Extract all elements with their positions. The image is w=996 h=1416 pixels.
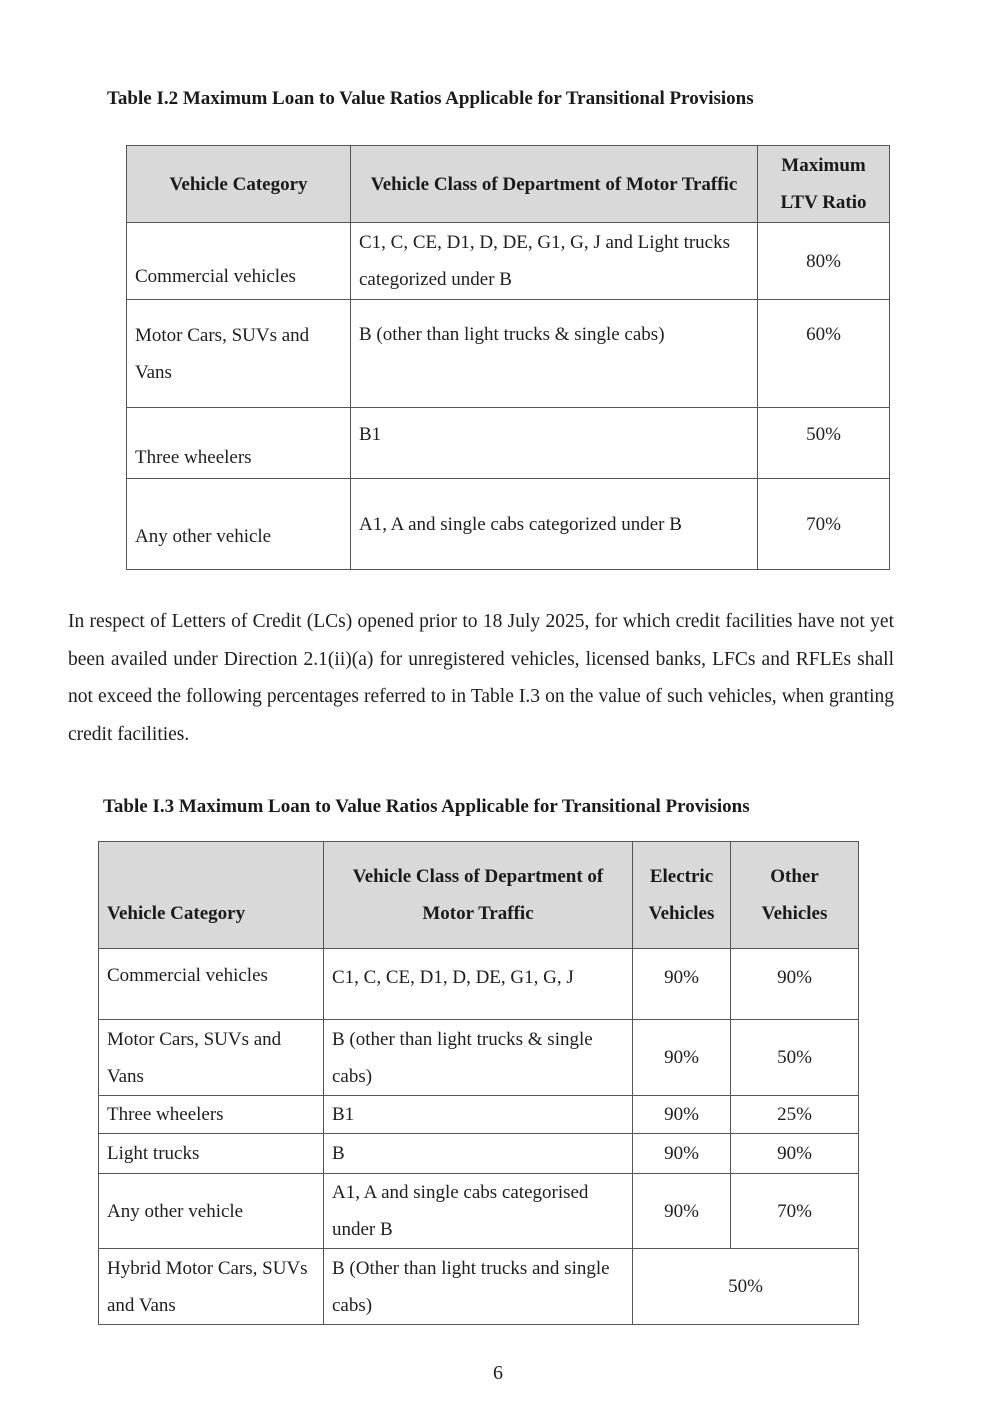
table-row bbox=[127, 223, 890, 300]
table-row bbox=[99, 949, 859, 1020]
header-maximum-ltv: Maximum LTV Ratio bbox=[758, 146, 890, 223]
table-row bbox=[127, 300, 890, 408]
electric-ltv-cell: 90% bbox=[633, 949, 731, 1020]
ltv-cell: 60% bbox=[758, 300, 890, 408]
table-row bbox=[99, 1249, 859, 1325]
header-vehicle-category: Vehicle Category bbox=[99, 842, 324, 949]
other-ltv-cell: 90% bbox=[731, 949, 859, 1020]
header-vehicle-class: Vehicle Class of Department of Motor Traffic bbox=[351, 146, 758, 223]
vehicle-class-cell: A1, A and single cabs categorized under B bbox=[351, 479, 758, 570]
table-header-row bbox=[127, 146, 890, 223]
table-i2-caption: Table I.2 Maximum Loan to Value Ratios Applicable for Transitional Provisions bbox=[107, 88, 754, 109]
ltv-cell: 80% bbox=[758, 223, 890, 300]
table-i2 bbox=[126, 145, 890, 570]
ltv-cell: 70% bbox=[758, 479, 890, 570]
category-cell: Commercial vehicles bbox=[99, 949, 324, 1020]
header-other-vehicles: Other Vehicles bbox=[731, 842, 859, 949]
vehicle-class-cell: C1, C, CE, D1, D, DE, G1, G, J bbox=[324, 949, 633, 1020]
table-header-row bbox=[99, 842, 859, 949]
category-cell: Three wheelers bbox=[127, 408, 351, 479]
vehicle-class-cell: B1 bbox=[324, 1096, 633, 1134]
body-paragraph: In respect of Letters of Credit (LCs) opened prior to 18 July 2025, for which credit facilities have not yet been availed under Direction 2.1(ii)(a) for unregistered vehicles, licensed banks, LFCs and RFLEs shall not exceed the following percentages referred to in Table I.3 on the value of such vehicles, when granting credit facilities. bbox=[68, 611, 894, 745]
electric-ltv-cell: 90% bbox=[633, 1020, 731, 1096]
vehicle-class-cell: B (Other than light trucks and single cabs) bbox=[324, 1249, 633, 1325]
category-cell: Three wheelers bbox=[99, 1096, 324, 1134]
table-row bbox=[99, 1096, 859, 1134]
category-cell: Light trucks bbox=[99, 1134, 324, 1174]
table-i3-caption: Table I.3 Maximum Loan to Value Ratios Applicable for Transitional Provisions bbox=[103, 796, 750, 817]
table-i3 bbox=[98, 841, 859, 1325]
vehicle-class-cell: B bbox=[324, 1134, 633, 1174]
category-cell: Commercial vehicles bbox=[127, 223, 351, 300]
table-row bbox=[127, 479, 890, 570]
table-row bbox=[99, 1134, 859, 1174]
vehicle-class-cell: B (other than light trucks & single cabs) bbox=[351, 300, 758, 408]
category-cell: Hybrid Motor Cars, SUVs and Vans bbox=[99, 1249, 324, 1325]
category-cell: Motor Cars, SUVs and Vans bbox=[127, 300, 351, 408]
other-ltv-cell: 50% bbox=[731, 1020, 859, 1096]
table-row bbox=[99, 1174, 859, 1249]
vehicle-class-cell: B1 bbox=[351, 408, 758, 479]
vehicle-class-cell: C1, C, CE, D1, D, DE, G1, G, J and Light trucks categorized under B bbox=[351, 223, 758, 300]
vehicle-class-cell: B (other than light trucks & single cabs) bbox=[324, 1020, 633, 1096]
table-row bbox=[99, 1020, 859, 1096]
other-ltv-cell: 70% bbox=[731, 1174, 859, 1249]
vehicle-class-cell: A1, A and single cabs categorised under B bbox=[324, 1174, 633, 1249]
electric-ltv-cell: 90% bbox=[633, 1096, 731, 1134]
table-row bbox=[127, 408, 890, 479]
category-cell: Motor Cars, SUVs and Vans bbox=[99, 1020, 324, 1096]
header-vehicle-class: Vehicle Class of Department of Motor Traffic bbox=[324, 842, 633, 949]
electric-ltv-cell: 90% bbox=[633, 1134, 731, 1174]
other-ltv-cell: 90% bbox=[731, 1134, 859, 1174]
electric-ltv-cell: 90% bbox=[633, 1174, 731, 1249]
category-cell: Any other vehicle bbox=[127, 479, 351, 570]
page-number: 6 bbox=[493, 1362, 503, 1384]
header-vehicle-category: Vehicle Category bbox=[127, 146, 351, 223]
category-cell: Any other vehicle bbox=[99, 1174, 324, 1249]
merged-ltv-cell: 50% bbox=[633, 1249, 859, 1325]
other-ltv-cell: 25% bbox=[731, 1096, 859, 1134]
header-electric-vehicles: Electric Vehicles bbox=[633, 842, 731, 949]
ltv-cell: 50% bbox=[758, 408, 890, 479]
